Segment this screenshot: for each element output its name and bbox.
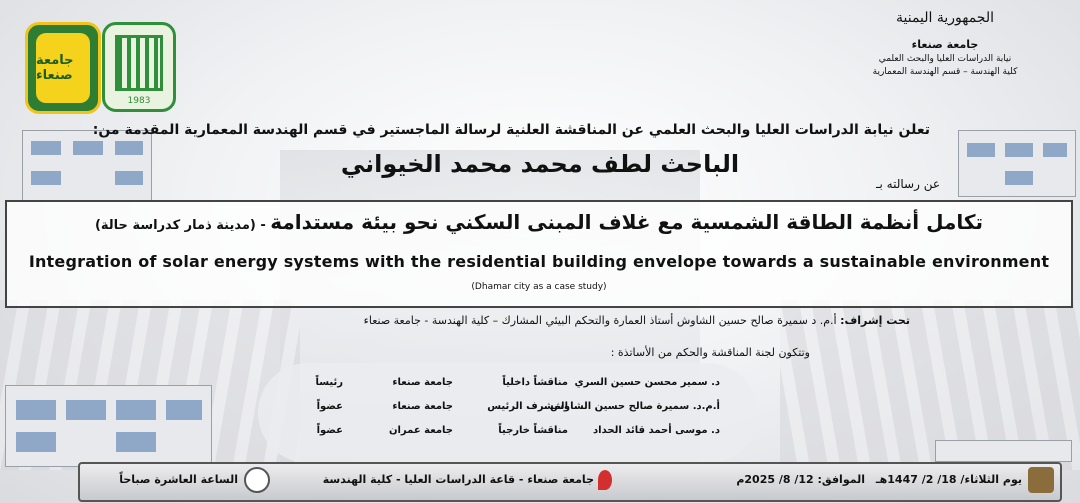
supervisor-text: أ.م. د سميرة صالح حسين الشاوش أستاذ العمارة والتحكم البيئي المشارك – كلية الهندسة - جامعة صنعاء [363, 314, 837, 327]
committee-member-position: عضواً [316, 401, 343, 412]
thesis-title-english: Integration of solar energy systems with the residential building envelope towards a sustainable environment [28, 252, 1050, 271]
committee-member-university: جامعة صنعاء [392, 401, 453, 412]
sanaa-university-logo [25, 22, 101, 114]
calendar-icon [1028, 467, 1054, 493]
republic-name: الجمهورية اليمنية [895, 10, 994, 26]
faculty-logo-year: 1983 [127, 96, 151, 106]
committee-member-name: د. سمير محسن حسين السري [574, 377, 720, 388]
committee-panel [258, 363, 758, 463]
clock-icon [244, 467, 270, 493]
event-day: يوم الثلاثاء/ 18/ 2/ 1447هـ [875, 473, 1022, 486]
institution-header [835, 10, 1055, 77]
building-illustration-right-top [958, 130, 1076, 197]
event-date-equivalent: الموافق: 12/ 8/ 2025م [736, 473, 865, 486]
event-details-bar [78, 462, 1062, 502]
researcher-name: الباحث لطف محمد محمد الخيواني [340, 150, 740, 178]
committee-member-role: مناقشاً داخلياً [502, 377, 568, 388]
faculty-department-name: كلية الهندسة – قسم الهندسة المعمارية [872, 67, 1018, 77]
supervisor-line [364, 314, 910, 327]
building-illustration-right-bottom [935, 440, 1072, 462]
thesis-label: عن رسالته بـ [876, 177, 940, 191]
thesis-title-arabic-sub: - (مدينة ذمار كدراسة حالة) [94, 218, 271, 233]
committee-member-role: المشرف الرئيس [487, 401, 568, 412]
committee-member-name: د. موسى أحمد قائد الحداد [593, 425, 720, 436]
faculty-logo-emblem [115, 35, 163, 91]
building-illustration-left-bottom [5, 385, 212, 467]
thesis-title-arabic-main: تكامل أنظمة الطاقة الشمسية مع غلاف المبنى السكني نحو بيئة مستدامة [270, 210, 984, 234]
location-pin-icon [598, 470, 612, 490]
supervisor-label: تحت إشراف: [840, 314, 910, 327]
thesis-title-english-sub: (Dhamar city as a case study) [471, 282, 607, 292]
faculty-of-engineering-logo [102, 22, 176, 112]
committee-member-university: جامعة عمران [388, 425, 453, 436]
sanaa-university-logo-text: جامعة صنعاء [36, 33, 90, 103]
announcement-intro: تعلن نيابة الدراسات العليا والبحث العلمي عن المناقشة العلنية لرسالة الماجستير في قسم الهندسة المعمارية المقدمة من: [92, 122, 930, 138]
thesis-title-arabic [7, 210, 1071, 234]
committee-label: وتتكون لجنة المناقشة والحكم من الأساتذة : [610, 346, 810, 359]
committee-member-position: عضواً [316, 425, 343, 436]
event-time: الساعة العاشرة صباحاً [119, 473, 238, 486]
committee-member-university: جامعة صنعاء [392, 377, 453, 388]
thesis-title-box [5, 200, 1073, 308]
university-name: جامعة صنعاء [911, 38, 979, 51]
committee-member-name: أ.م.د. سميرة صالح حسين الشاوش [550, 401, 720, 412]
committee-member-role: مناقشاً خارجياً [498, 425, 568, 436]
vice-presidency-name: نيابة الدراسات العليا والبحث العلمي [878, 54, 1012, 64]
committee-member-position: رئيساً [315, 377, 343, 388]
event-place: جامعة صنعاء - قاعة الدراسات العليا - كلية الهندسة [322, 473, 594, 486]
building-illustration-left-top [22, 130, 152, 202]
